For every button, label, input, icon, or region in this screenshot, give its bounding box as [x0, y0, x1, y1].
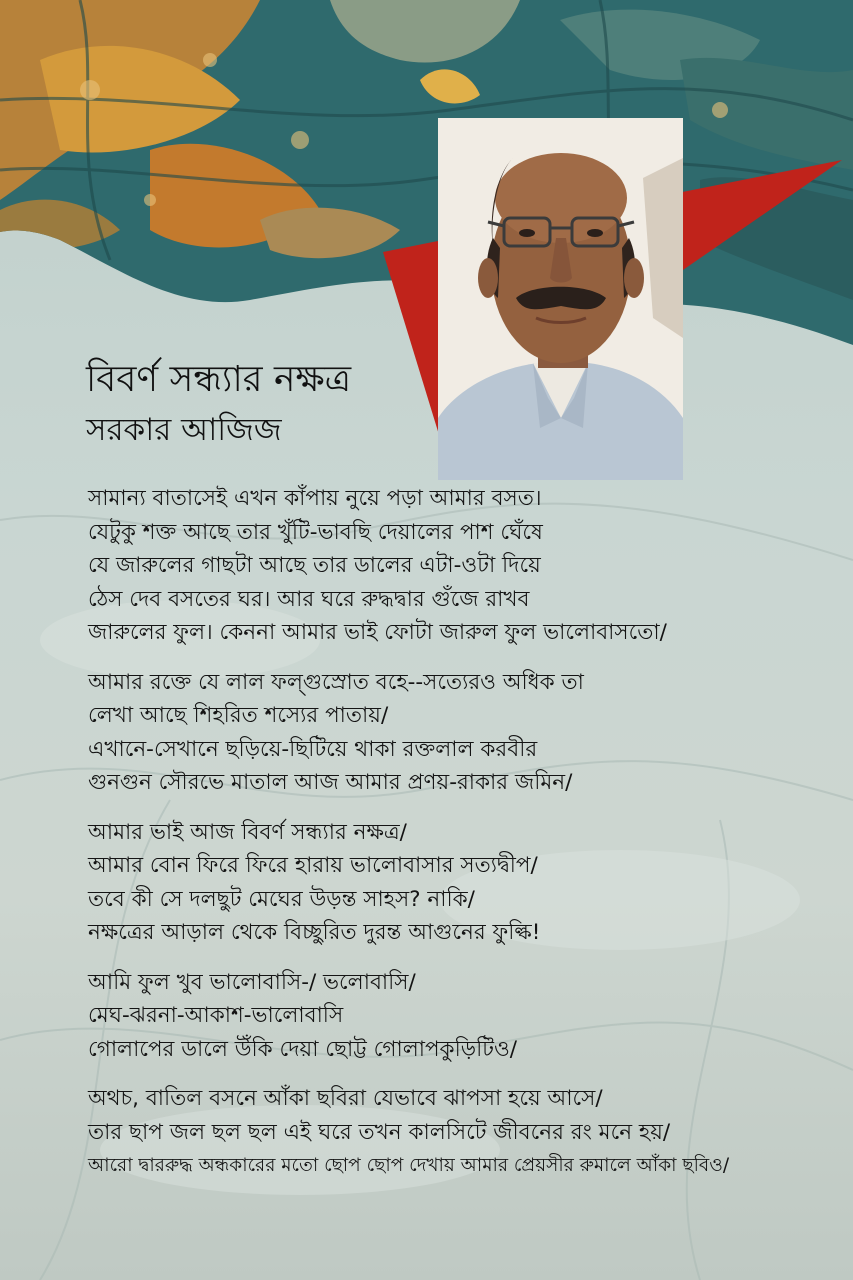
- poem-body: [88, 482, 828, 1199]
- poem-line: যে জারুলের গাছটা আছে তার ডালের এটা-ওটা দিয়ে: [88, 553, 541, 578]
- stanza-1: [88, 482, 828, 650]
- stanza-2: [88, 666, 828, 800]
- poem-line: গোলাপের ডালে উঁকি দেয়া ছোট্ট গোলাপকুড়িটিও/: [88, 1036, 518, 1062]
- poem-line: জারুলের ফুল। কেননা আমার ভাই ফোটা জারুল ফুল ভালোবাসতো/: [88, 620, 667, 645]
- poem-line: সামান্য বাতাসেই এখন কাঁপায় নুয়ে পড়া আমার বসত।: [88, 486, 542, 511]
- poem-line: তবে কী সে দলছুট মেঘের উড়ন্ত সাহস? নাকি/: [88, 886, 475, 912]
- poem-line: এখানে-সেখানে ছড়িয়ে-ছিটিয়ে থাকা রক্তলাল করবীর: [88, 736, 538, 762]
- poem-line: গুনগুন সৌরভে মাতাল আজ আমার প্রণয়-রাকার জমিন/: [88, 770, 573, 795]
- poem-line: আরো দ্বাররুদ্ধ অন্ধকারের মতো ছোপ ছোপ দেখায় আমার প্রেয়সীর রুমালে আঁকা ছবিও/: [88, 1155, 730, 1176]
- stanza-3: [88, 816, 828, 950]
- stanza-5: [88, 1082, 828, 1183]
- stanza-4: [88, 966, 828, 1067]
- poem-line: আমি ফুল খুব ভালোবাসি-/ ভলোবাসি/: [88, 969, 416, 995]
- poem-line: আমার রক্তে যে লাল ফল্গুস্রোত বহে--সত্যেরও অধিক তা: [88, 669, 584, 695]
- poem-line: যেটুকু শক্ত আছে তার খুঁটি-ভাবছি দেয়ালের পাশ ঘেঁষে: [88, 519, 543, 545]
- poem-line: আমার বোন ফিরে ফিরে হারায় ভালোবাসার সত্যদ্বীপ/: [88, 853, 538, 878]
- poem-author: সরকার আজিজ: [86, 412, 282, 448]
- poem-line: নক্ষত্রের আড়াল থেকে বিচ্ছুরিত দুরন্ত আগুনের ফুল্কি!: [88, 920, 541, 945]
- poem-title: বিবর্ণ সন্ধ্যার নক্ষত্র: [86, 359, 352, 400]
- poem-line: লেখা আছে শিহরিত শস্যের পাতায়/: [88, 703, 389, 728]
- poem-line: তার ছাপ জল ছল ছল এই ঘরে তখন কালসিটে জীবনের রং মনে হয়/: [88, 1119, 671, 1145]
- poem-line: ঠেস দেব বসতের ঘর। আর ঘরে রুদ্ধদ্বার গুঁজে রাখব: [88, 586, 530, 612]
- author-portrait: [438, 118, 683, 480]
- poem-line: অথচ, বাতিল বসনে আঁকা ছবিরা যেভাবে ঝাপসা হয়ে আসে/: [88, 1086, 603, 1111]
- portrait-illustration: [438, 118, 683, 480]
- poem-line: মেঘ-ঝরনা-আকাশ-ভালোবাসি: [88, 1003, 344, 1028]
- poem-line: আমার ভাই আজ বিবর্ণ সন্ধ্যার নক্ষত্র/: [88, 819, 407, 845]
